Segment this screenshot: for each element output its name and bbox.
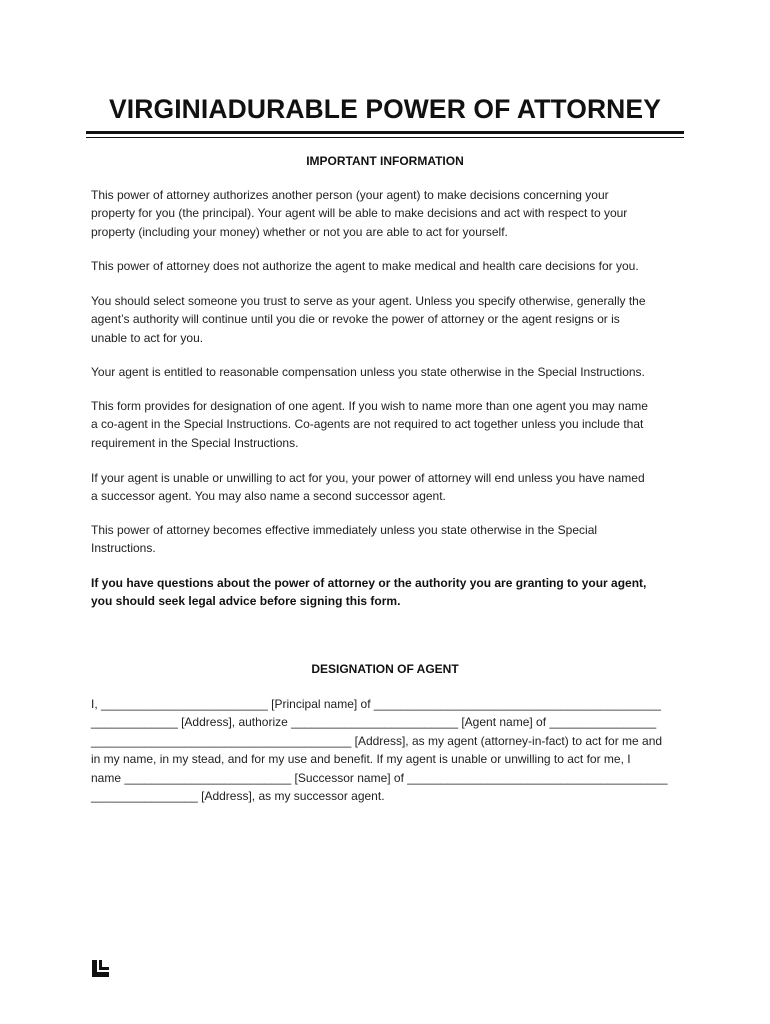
designation-of-agent-body: [91, 695, 681, 805]
designation-line: _____________ [Address], authorize _________________________ [Agent name] of ________________: [91, 715, 657, 730]
document-logo-icon: [92, 960, 109, 977]
title-divider: [86, 131, 684, 138]
paragraph-line: Your agent is entitled to reasonable compensation unless you state otherwise in the Special Instructions.: [91, 365, 645, 379]
paragraph-line: unable to act for you.: [91, 330, 204, 345]
paragraph-line: property (including your money) whether or not you are able to act for yourself.: [91, 224, 508, 239]
designation-line: I, _________________________ [Principal name] of ___________________________________________: [91, 697, 661, 711]
paragraph-line: This form provides for designation of one agent. If you wish to name more than one agent you may name: [91, 399, 648, 413]
paragraph-line: agent’s authority will continue until you die or revoke the power of attorney or the agent resigns or is: [91, 312, 620, 327]
designation-of-agent-heading: DESIGNATION OF AGENT: [311, 662, 459, 676]
legal-advice-notice: [91, 574, 681, 611]
info-paragraph-successor: [91, 469, 681, 506]
paragraph-line: If your agent is unable or unwilling to act for you, your power of attorney will end unless you have named: [91, 471, 645, 485]
designation-line: name _________________________ [Successor name] of _______________________________________: [91, 770, 668, 785]
paragraph-line: a co-agent in the Special Instructions. Co-agents are not required to act together unless you include that: [91, 417, 644, 432]
info-paragraph-select-agent: [91, 292, 681, 347]
info-paragraph-effective: [91, 521, 681, 558]
info-paragraph-co-agent: [91, 397, 681, 452]
designation-line: ________________ [Address], as my successor agent.: [91, 789, 385, 804]
info-paragraph-medical: [91, 257, 681, 275]
paragraph-line: Instructions.: [91, 541, 156, 556]
info-paragraph-authorizes: [91, 186, 681, 241]
designation-line: _______________________________________ [Address], as my agent (attorney-in-fact) to act for me and: [91, 733, 663, 748]
designation-line: in my name, in my stead, and for my use and benefit. If my agent is unable or unwilling to act for me, I: [91, 752, 631, 767]
paragraph-line: a successor agent. You may also name a second successor agent.: [91, 489, 446, 504]
paragraph-line: This power of attorney becomes effective immediately unless you state otherwise in the Special: [91, 523, 598, 537]
paragraph-line: You should select someone you trust to serve as your agent. Unless you specify otherwise, generally the: [91, 294, 646, 308]
paragraph-line: This power of attorney authorizes another person (your agent) to make decisions concerning your: [91, 188, 609, 202]
important-information-heading: IMPORTANT INFORMATION: [306, 154, 464, 168]
paragraph-line: you should seek legal advice before signing this form.: [91, 594, 401, 609]
paragraph-line: This power of attorney does not authorize the agent to make medical and health care decisions for you.: [91, 259, 639, 273]
info-paragraph-compensation: [91, 363, 681, 381]
paragraph-line: If you have questions about the power of attorney or the authority you are granting to your agent,: [91, 576, 647, 590]
paragraph-line: requirement in the Special Instructions.: [91, 435, 299, 450]
paragraph-line: property for you (the principal). Your agent will be able to make decisions and act with respect to your: [91, 206, 628, 221]
document-title: VIRGINIADURABLE POWER OF ATTORNEY: [109, 94, 661, 124]
